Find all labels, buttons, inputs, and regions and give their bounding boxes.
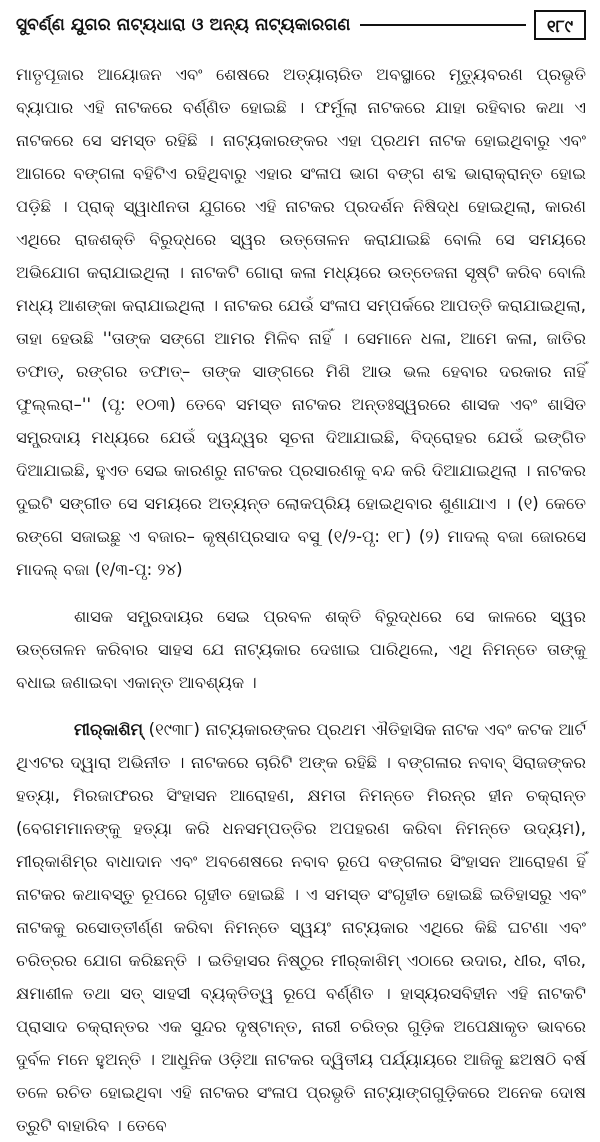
page-number: ୧୮୯	[534, 10, 586, 40]
play-title: ମୀର୍‌କାଶିମ୍	[74, 720, 144, 739]
header-rule	[360, 24, 526, 26]
running-head: ସୁବର୍ଣ୍ଣ ଯୁଗର ନାଟ୍ୟଧାରା ଓ ଅନ୍ୟ ନାଟ୍ୟକାରଗଣ	[16, 15, 351, 35]
paragraph-3-text: (୧୯୩୮) ନାଟ୍ୟକାରଙ୍କର ପ୍ରଥମ ଐତିହାସିକ ନାଟକ ଏବଂ କଟକ ଆର୍ଟ ଥିଏଟର ଦ୍ୱାରା ଅଭିନୀତ । ନାଟକରେ ଚାରିଟି ଅଙ୍କ ରହିଛି । ବଙ୍ଗଳାର ନବାବ୍ ସିରାଜଙ୍କର ହତ୍ୟା, ମିରଜାଫରର ସିଂହାସନ ଆରୋହଣ, କ୍ଷମତା ନିମନ୍ତେ ମିରନ୍‌ର ହୀନ ଚକ୍ରାନ୍ତ (ବେଗମମାନଙ୍କୁ ହତ୍ୟା କରି ଧନସମ୍ପତ୍ତିର ଅପହରଣ କରିବା ନିମନ୍ତେ ଉଦ୍ୟମ), ମୀର୍‌କାଶିମ୍‌ର ବାଧାଦାନ ଏବଂ ଅବଶେଷରେ ନବାବ ରୂପେ ବଙ୍ଗଳାର ସିଂହାସନ ଆରୋହଣ ହିଁ ନାଟକର କଥାବସ୍ତୁ ରୂପରେ ଗୃହୀତ ହୋଇଛି । ଏ ସମସ୍ତ ସଂଗୃହୀତ ହୋଇଛି ଇତିହାସରୁ ଏବଂ ନାଟକକୁ ରସୋତ୍ତୀର୍ଣ୍ଣ କରିବା ନିମନ୍ତେ ସ୍ୱୟଂ ନାଟ୍ୟକାର ଏଥିରେ କିଛି ଘଟଣା ଏବଂ ଚରିତ୍ରର ଯୋଗ କରିଛନ୍ତି । ଇତିହାସର ନିଷ୍ଠୁର ମୀର୍‌କାଶିମ୍ ଏଠାରେ ଉଦାର, ଧୀର, ବୀର, କ୍ଷମାଶୀଳ ତଥା ସତ୍ ସାହସୀ ବ୍ୟକ୍ତିତ୍ୱ ରୂପେ ବର୍ଣ୍ଣିତ । ହାସ୍ୟରସବିହୀନ ଏହି ନାଟକଟି ପ୍ରାସାଦ ଚକ୍ରାନ୍ତର ଏକ ସୁନ୍ଦର ଦୃଷ୍ଟାନ୍ତ, ନାରୀ ଚରିତ୍ର ଗୁଡ଼ିକ ଅପେକ୍ଷାକୃତ ଭାବରେ ଦୁର୍ବଳ ମନେ ହୁଅନ୍ତି । ଆଧୁନିକ ଓଡ଼ିଆ ନାଟକର ଦ୍ୱିତୀୟ ପର୍ଯ୍ୟାୟରେ ଆଜିକୁ ଛଅଷଠି ବର୍ଷ ତଳେ ରଚିତ ହୋଇଥିବା ଏହି ନାଟକର ସଂଳାପ ପ୍ରଭୃତି ନାଟ୍ୟାଙ୍ଗଗୁଡ଼ିକରେ ଅନେକ ଦୋଷ ତ୍ରୁଟି ବାହାରିବ । ତେବେ	[16, 720, 586, 1135]
page-header	[16, 0, 586, 50]
paragraph-2	[16, 600, 586, 699]
paragraph-3	[16, 713, 586, 1142]
paragraph-1-text: ମାତୃପୂଜାର ଆୟୋଜନ ଏବଂ ଶେଷରେ ଅତ୍ୟାଚାରିତ ଅବସ୍ଥାରେ ମୃତ୍ୟୁବରଣ ପ୍ରଭୃତି ବ୍ୟାପାର ଏହି ନାଟକରେ ବର୍ଣ୍ଣିତ ହୋଇଛି । ଫର୍ମୁଲା ନାଟକରେ ଯାହା ରହିବାର କଥା ଏ ନାଟକରେ ସେ ସମସ୍ତ ରହିଛି । ନାଟ୍ୟକାରଙ୍କର ଏହା ପ୍ରଥମ ନାଟକ ହୋଇଥିବାରୁ ଏବଂ ଆଗରେ ବଙ୍ଗଳା ବହିଟିଏ ରହିଥିବାରୁ ଏହାର ସଂଳାପ ଭାଗ ବଙ୍ଗ ଶବ୍ଦ ଭାରାକ୍ରାନ୍ତ ହୋଇ ପଡ଼ିଛି । ପ୍ରାକ୍ ସ୍ୱାଧୀନତା ଯୁଗରେ ଏହି ନାଟକର ପ୍ରଦର୍ଶନ ନିଷିଦ୍ଧ ହୋଇଥିଲା, କାରଣ ଏଥିରେ ରାଜଶକ୍ତି ବିରୁଦ୍ଧରେ ସ୍ୱର ଉତ୍ତୋଳନ କରାଯାଇଛି ବୋଲି ସେ ସମୟରେ ଅଭିଯୋଗ କରାଯାଇଥିଲା । ନାଟକଟି ଗୋରା କଳା ମଧ୍ୟରେ ଉତ୍ତେଜନା ସୃଷ୍ଟି କରିବ ବୋଲି ମଧ୍ୟ ଆଶଙ୍କା କରାଯାଇଥିଲା । ନାଟକର ଯେଉଁ ସଂଳାପ ସମ୍ପର୍କରେ ଆପତ୍ତି କରାଯାଇଥିଲା, ତାହା ହେଉଛି ''ତାଙ୍କ ସଙ୍ଗେ ଆମର ମିଳିବ ନାହିଁ । ସେମାନେ ଧଳା, ଆମେ କଳା, ଜାତିର ତଫାତ୍, ରଙ୍ଗର ତଫାତ୍– ତାଙ୍କ ସାଙ୍ଗରେ ମିଶି ଆଉ ଭଲ ହେବାର ଦରକାର ନାହିଁ ଫୁଲ୍ଲରା–'' (ପୃ: ୧୦୩) ତେବେ ସମସ୍ତ ନାଟକର ଅନ୍ତଃସ୍ୱରରେ ଶାସକ ଏବଂ ଶାସିତ ସମ୍ପ୍ରଦାୟ ମଧ୍ୟରେ ଯେଉଁ ଦ୍ୱନ୍ଦ୍ୱର ସୂଚନା ଦିଆଯାଇଛି, ବିଦ୍ରୋହର ଯେଉଁ ଇଙ୍ଗିତ ଦିଆଯାଇଛି, ହୁଏତ ସେଇ କାରଣରୁ ନାଟକର ପ୍ରସାରଣକୁ ବନ୍ଦ କରି ଦିଆଯାଇଥିଲା । ନାଟକର ଦୁଇଟି ସଙ୍ଗୀତ ସେ ସମୟରେ ଅତ୍ୟନ୍ତ ଲୋକପ୍ରିୟ ହୋଇଥିବାର ଶୁଣାଯାଏ । (୧) କେତେ ରଙ୍ଗେ ସଜାଇଛୁ ଏ ବଜାର– କୃଷ୍ଣପ୍ରସାଦ ବସୁ (୧/୨-ପୃ: ୧୮) (୨) ମାଦଲ୍ ବଜା ଜୋରସେ ମାଦଲ୍ ବଜା (୧/୩-ପୃ: ୨୪)	[16, 65, 586, 579]
paragraph-1	[16, 58, 586, 586]
body-text	[16, 58, 586, 1142]
paragraph-2-text: ଶାସକ ସମ୍ପ୍ରଦାୟର ସେଇ ପ୍ରବଳ ଶକ୍ତି ବିରୁଦ୍ଧରେ ସେ କାଳରେ ସ୍ୱର ଉତ୍ତୋଳନ କରିବାର ସାହସ ଯେ ନାଟ୍ୟକାର ଦେଖାଇ ପାରିଥିଲେ, ଏଥି ନିମନ୍ତେ ତାଙ୍କୁ ବଧାଇ ଜଣାଇବା ଏକାନ୍ତ ଆବଶ୍ୟକ ।	[16, 607, 586, 692]
